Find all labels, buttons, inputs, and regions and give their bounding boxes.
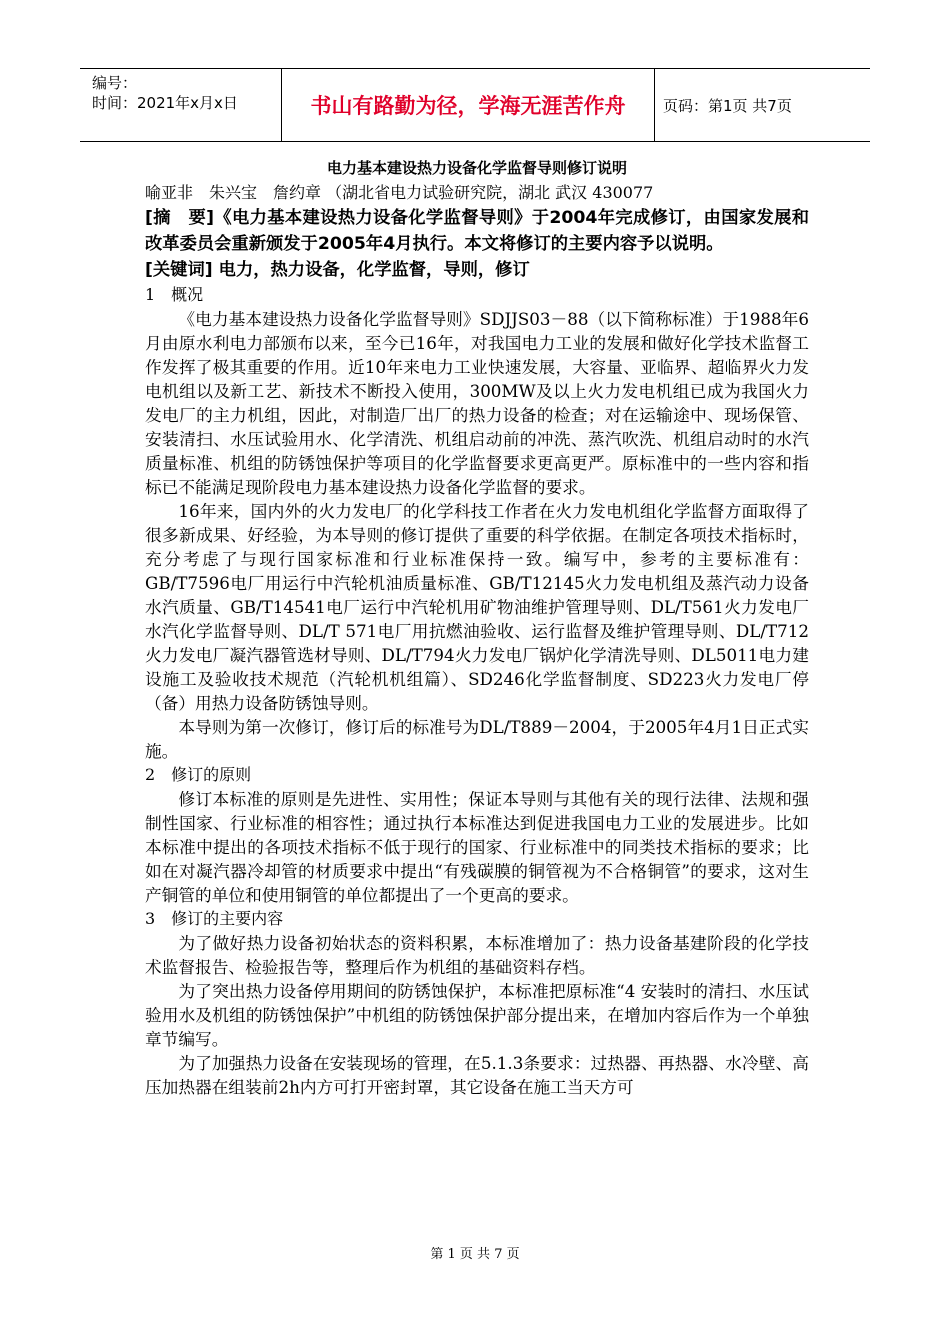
page-footer: 第 1 页 共 7 页 [430,1247,520,1262]
section-heading-2: 2 修订的原则 [145,765,252,784]
article-authors: 喻亚非 朱兴宝 詹约章 （湖北省电力试验研究院，湖北 武汉 430077 [145,183,654,202]
section-heading-1: 1 概况 [145,285,204,304]
header-motto: 书山有路勤为径，学海无涯苦作舟 [282,69,655,141]
header-page-info: 页码：第1页 共7页 [663,96,792,115]
section-heading-3: 3 修订的主要内容 [145,909,284,928]
document-body [145,156,809,1099]
page-header [80,68,870,142]
paragraph-5: 为了做好热力设备初始状态的资料积累，本标准增加了：热力设备基建阶段的化学技术监督报告、检验报告等，整理后作为机组的基础资料存档。 [145,933,809,977]
paragraph-1: 《电力基本建设热力设备化学监督导则》SDJJS03－88（以下简称标准）于1988年6月由原水利电力部颁布以来，至今已16年，对我国电力工业的发展和做好化学技术监督工作发挥了极其重要的作用。近10年来电力工业快速发展，大容量、亚临界、超临界火力发电机组以及新工艺、新技术不断投入使用，300MW及以上火力发电机组已成为我国火力发电厂的主力机组，因此，对制造厂出厂的热力设备的检查；对在运输途中、现场保管、安装清扫、水压试验用水、化学清洗、机组启动前的冲洗、蒸汽吹洗、机组启动时的水汽质量标准、机组的防锈蚀保护等项目的化学监督要求更高更严。原标准中的一些内容和指标已不能满足现阶段电力基本建设热力设备化学监督的要求。 [145,309,809,497]
paragraph-3: 本导则为第一次修订，修订后的标准号为DL/T889－2004，于2005年4月1日正式实施。 [145,717,809,761]
article-abstract: [摘 要]《电力基本建设热力设备化学监督导则》于2004年完成修订，由国家发展和改革委员会重新颁发于2005年4月执行。本文将修订的主要内容予以说明。 [145,208,809,254]
document-number-label: 编号： [92,74,138,92]
header-meta [80,69,282,141]
article-keywords: [关键词] 电力，热力设备，化学监督，导则，修订 [145,260,530,280]
paragraph-2: 16年来，国内外的火力发电厂的化学科技工作者在火力发电机组化学监督方面取得了很多新成果、好经验，为本导则的修订提供了重要的科学依据。在制定各项技术指标时，充分考虑了与现行国家标准和行业标准保持一致。编写中，参考的主要标准有：GB/T7596电厂用运行中汽轮机油质量标准、GB/T12145火力发电机组及蒸汽动力设备水汽质量、GB/T14541电厂运行中汽轮机用矿物油维护管理导则、DL/T561火力发电厂水汽化学监督导则、DL/T 571电厂用抗燃油验收、运行监督及维护管理导则、DL/T712火力发电厂凝汽器管选材导则、DL/T794火力发电厂锅炉化学清洗导则、DL5011电力建设施工及验收技术规范（汽轮机机组篇）、SD246化学监督制度、SD223火力发电厂停（备）用热力设备防锈蚀导则。 [145,501,809,713]
paragraph-4: 修订本标准的原则是先进性、实用性；保证本导则与其他有关的现行法律、法规和强制性国家、行业标准的相容性；通过执行本标准达到促进我国电力工业的发展进步。比如本标准中提出的各项技术指标不低于现行的国家、行业标准中的同类技术指标的要求；比如在对凝汽器冷却管的材质要求中提出“有残碳膜的铜管视为不合格铜管”的要求，这对生产铜管的单位和使用铜管的单位都提出了一个更高的要求。 [145,789,809,905]
document-time: 时间：2021年x月x日 [92,94,238,112]
article-title: 电力基本建设热力设备化学监督导则修订说明 [326,159,627,177]
paragraph-6: 为了突出热力设备停用期间的防锈蚀保护，本标准把原标准“4 安装时的清扫、水压试验用水及机组的防锈蚀保护”中机组的防锈蚀保护部分提出来，在增加内容后作为一个单独章节编写。 [145,981,809,1049]
paragraph-7: 为了加强热力设备在安装现场的管理，在5.1.3条要求：过热器、再热器、水冷壁、高压加热器在组装前2h内方可打开密封罩，其它设备在施工当天方可 [145,1053,809,1097]
